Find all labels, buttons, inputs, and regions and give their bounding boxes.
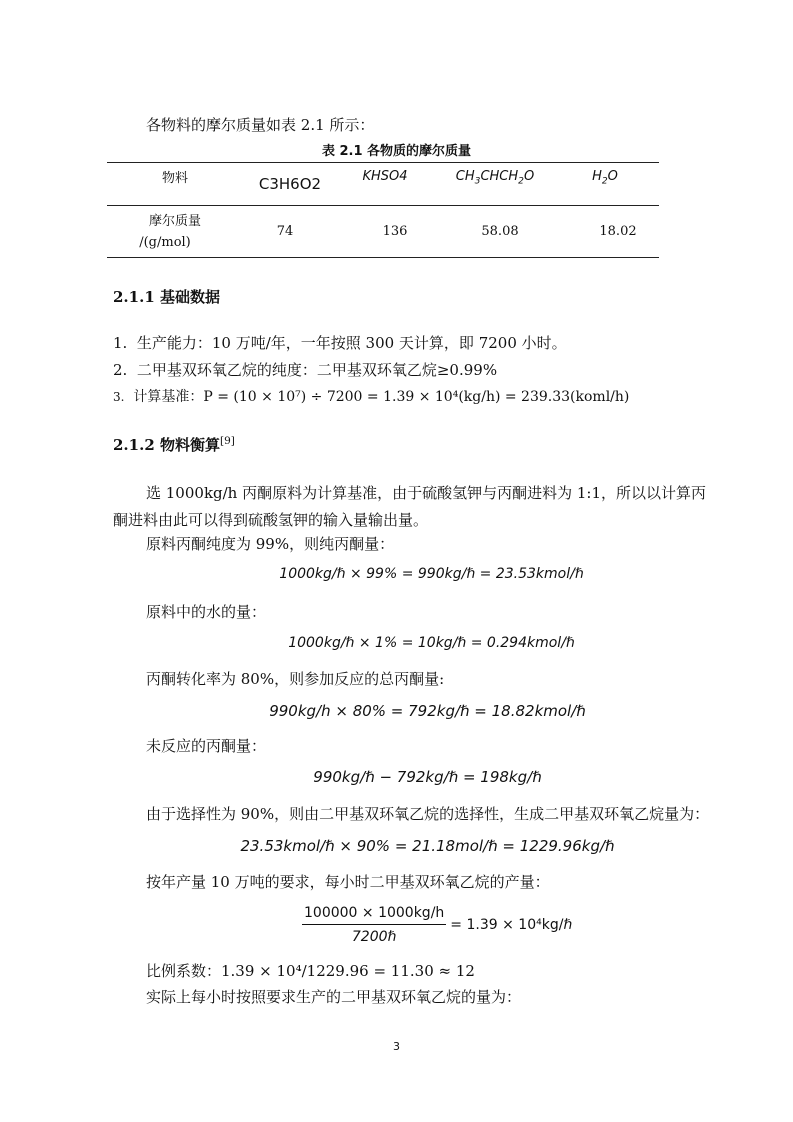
paragraph-line: 原料中的水的量： — [146, 603, 267, 621]
section-heading: 2.1.1 基础数据 — [113, 288, 220, 306]
list-item — [113, 359, 497, 380]
list-number: 2. — [113, 361, 128, 379]
list-text: 计算基准：P = (10 × 10⁷) ÷ 7200 = 1.39 × 10⁴(kg/h) = 239.33(koml/h) — [133, 389, 630, 405]
fraction-numerator: 100000 × 1000kg/h — [304, 905, 445, 921]
table-cell-value: 58.08 — [481, 224, 519, 239]
list-item — [113, 386, 629, 406]
table-header-substance: KHSO4 — [362, 169, 408, 184]
citation: [9] — [219, 435, 235, 447]
equation: 1000kg/ℏ × 99% = 990kg/ℏ = 23.53kmol/ℏ — [279, 566, 584, 582]
list-item — [113, 332, 567, 353]
equation: 990kg/h × 80% = 792kg/ℏ = 18.82kmol/ℏ — [269, 702, 586, 720]
table-cell-value: 18.02 — [599, 224, 637, 239]
table-row-label: 摩尔质量 — [148, 214, 201, 229]
page-number: 3 — [393, 1040, 400, 1053]
equation: 1000kg/ℏ × 1% = 10kg/ℏ = 0.294kmol/ℏ — [288, 635, 575, 651]
table-header-rule — [107, 205, 659, 206]
table-cell-value: 136 — [382, 224, 408, 239]
paragraph-line: 实际上每小时按照要求生产的二甲基双环氧乙烷的量为： — [146, 988, 522, 1006]
paragraph-line: 比例系数：1.39 × 10⁴/1229.96 = 11.30 ≈ 12 — [146, 962, 475, 980]
paragraph-line: 酮进料由此可以得到硫酸氢钾的输入量输出量。 — [113, 511, 429, 529]
fraction — [302, 905, 446, 945]
paragraph-line: 按年产量 10 万吨的要求，每小时二甲基双环氧乙烷的产量： — [146, 873, 550, 891]
table-header-substance: $CH_3CHCH_2O$ — [455, 169, 535, 187]
equation: 23.53kmol/ℏ × 90% = 21.18mol/ℏ = 1229.96kg/ℏ — [240, 837, 615, 855]
list-number: 3. — [113, 390, 125, 404]
table-row-unit: /(g/mol) — [139, 235, 191, 250]
intro-text: 各物料的摩尔质量如表 2.1 所示： — [146, 116, 375, 134]
table-header-substance: C3H6O2 — [258, 175, 322, 193]
fraction-denominator: 7200ℏ — [351, 929, 397, 945]
paragraph-line: 由于选择性为 90%，则由二甲基双环氧乙烷的选择性，生成二甲基双环氧乙烷量为： — [146, 805, 710, 823]
section-heading-text: 2.1.2 物料衡算 — [113, 436, 220, 454]
table-header-label: 物料 — [161, 171, 188, 186]
list-text: 生产能力：10 万吨/年，一年按照 300 天计算，即 7200 小时。 — [136, 334, 567, 352]
fraction-equation — [302, 905, 572, 945]
paragraph-line: 选 1000kg/h 丙酮原料为计算基准，由于硫酸氢钾与丙酮进料为 1:1，所以以计算丙 — [146, 484, 707, 502]
table-header-substance: $H_2O$ — [592, 169, 618, 187]
section-heading — [113, 434, 235, 455]
paragraph-line: 丙酮转化率为 80%，则参加反应的总丙酮量: — [146, 670, 445, 688]
table-bottom-rule — [107, 257, 659, 258]
paragraph-line: 原料丙酮纯度为 99%，则纯丙酮量： — [146, 535, 395, 553]
fraction-result: = 1.39 × 10⁴kg/ℏ — [450, 917, 573, 933]
equation: 990kg/ℏ − 792kg/ℏ = 198kg/ℏ — [313, 768, 542, 786]
table-cell-value: 74 — [276, 224, 294, 239]
table-top-rule — [107, 162, 659, 163]
list-text: 二甲基双环氧乙烷的纯度：二甲基双环氧乙烷≥0.99% — [136, 361, 498, 379]
table-caption: 表 2.1 各物质的摩尔质量 — [321, 144, 472, 159]
paragraph-line: 未反应的丙酮量： — [146, 737, 267, 755]
list-number: 1. — [113, 334, 128, 352]
